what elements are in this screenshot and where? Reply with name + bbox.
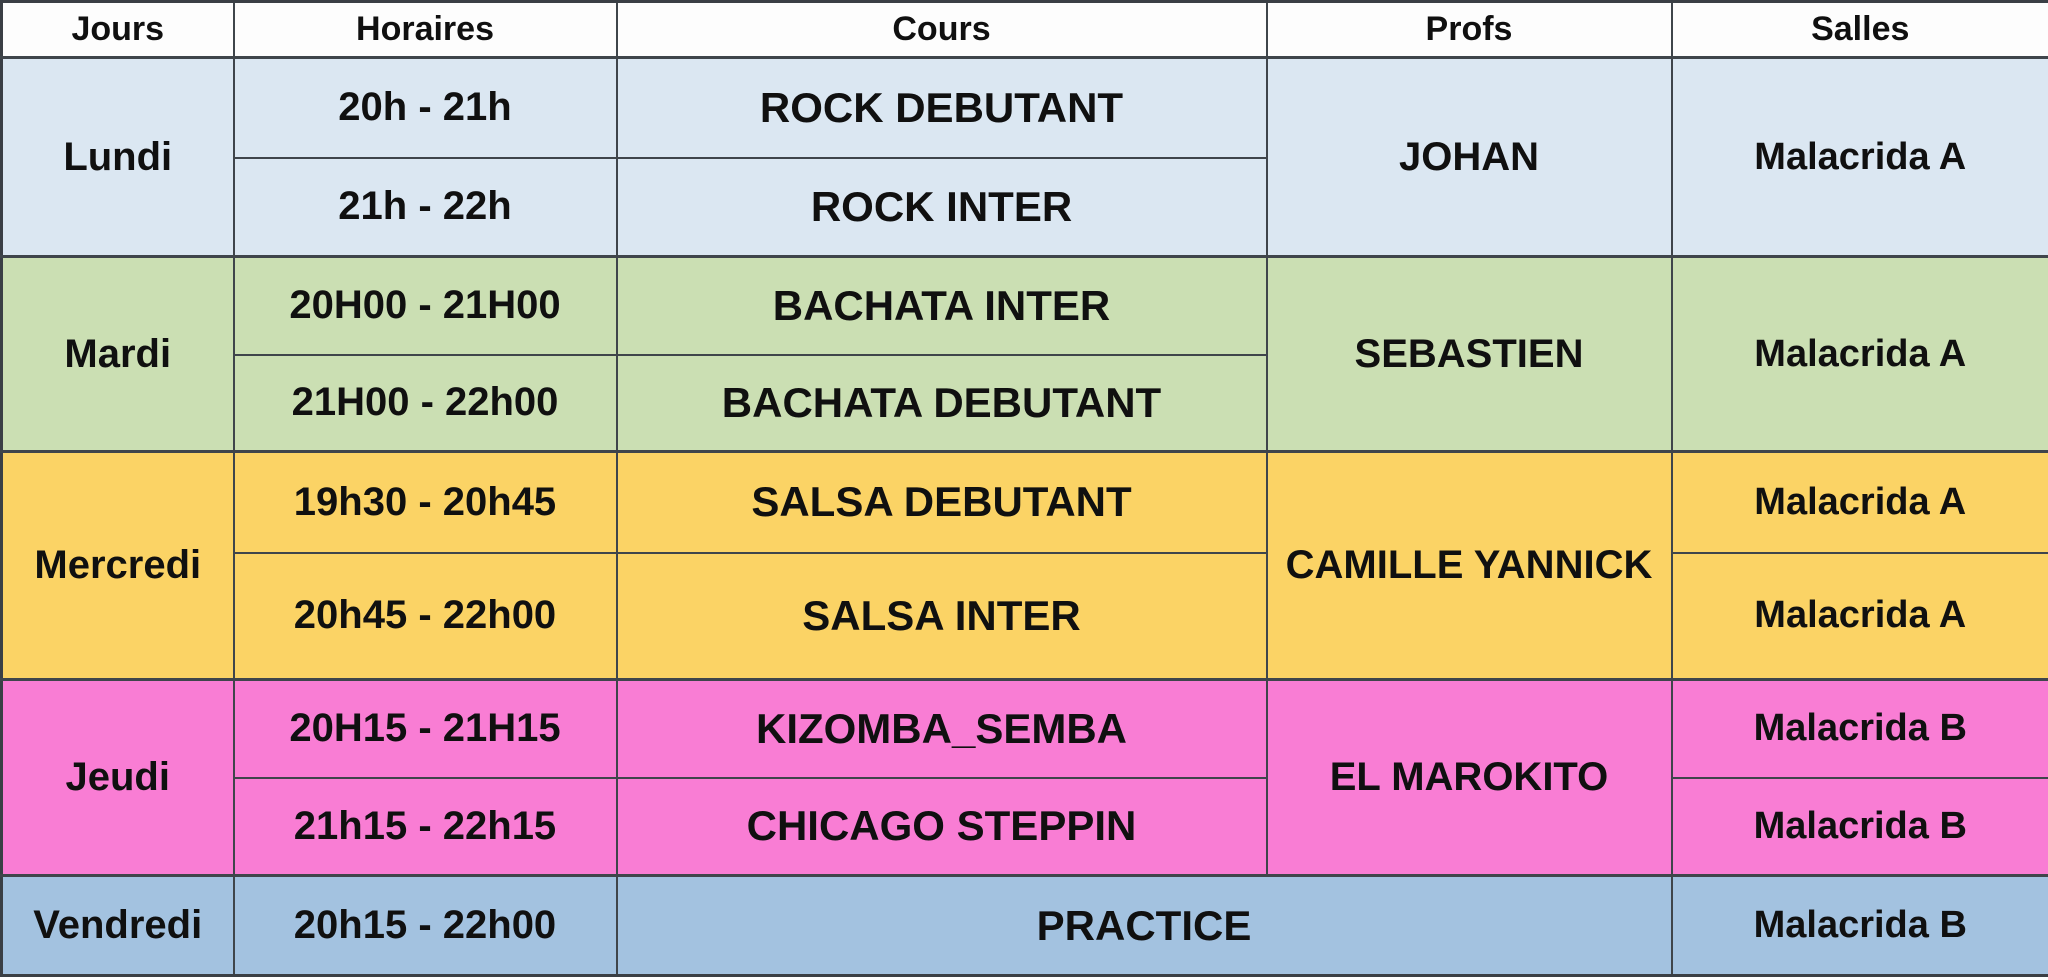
time-cell: 21H00 - 22h00: [234, 355, 617, 452]
day-cell-jeudi: Jeudi: [2, 680, 234, 876]
time-cell: 20H00 - 21H00: [234, 257, 617, 355]
time-cell: 21h - 22h: [234, 158, 617, 257]
header-profs: Profs: [1267, 2, 1672, 58]
row-jeudi-1: [2, 680, 2048, 778]
course-cell: SALSA DEBUTANT: [617, 452, 1267, 553]
salle-cell: Malacrida B: [1672, 778, 2048, 876]
prof-cell-sebastien: SEBASTIEN: [1267, 257, 1672, 452]
course-cell: BACHATA INTER: [617, 257, 1267, 355]
salle-cell: Malacrida B: [1672, 680, 2048, 778]
day-cell-vendredi: Vendredi: [2, 876, 234, 976]
time-cell: 21h15 - 22h15: [234, 778, 617, 876]
day-cell-mercredi: Mercredi: [2, 452, 234, 680]
row-mardi-1: [2, 257, 2048, 355]
prof-cell-el-marokito: EL MAROKITO: [1267, 680, 1672, 876]
salle-cell: Malacrida B: [1672, 876, 2048, 976]
row-jeudi-2: [2, 778, 2048, 876]
header-row: [2, 2, 2048, 58]
course-cell: BACHATA DEBUTANT: [617, 355, 1267, 452]
row-vendredi: [2, 876, 2048, 976]
course-cell: ROCK INTER: [617, 158, 1267, 257]
row-mercredi-2: [2, 553, 2048, 680]
day-cell-lundi: Lundi: [2, 58, 234, 257]
course-cell-practice: PRACTICE: [617, 876, 1672, 976]
prof-cell-johan: JOHAN: [1267, 58, 1672, 257]
salle-cell: Malacrida A: [1672, 553, 2048, 680]
course-cell: SALSA INTER: [617, 553, 1267, 680]
course-cell: CHICAGO STEPPIN: [617, 778, 1267, 876]
header-jours: Jours: [2, 2, 234, 58]
course-cell: KIZOMBA_SEMBA: [617, 680, 1267, 778]
header-horaires: Horaires: [234, 2, 617, 58]
time-cell: 20h - 21h: [234, 58, 617, 158]
header-cours: Cours: [617, 2, 1267, 58]
time-cell: 20h15 - 22h00: [234, 876, 617, 976]
time-cell: 20h45 - 22h00: [234, 553, 617, 680]
course-cell: ROCK DEBUTANT: [617, 58, 1267, 158]
time-cell: 20H15 - 21H15: [234, 680, 617, 778]
salle-cell: Malacrida A: [1672, 58, 2048, 257]
time-cell: 19h30 - 20h45: [234, 452, 617, 553]
header-salles: Salles: [1672, 2, 2048, 58]
row-lundi-1: [2, 58, 2048, 158]
salle-cell: Malacrida A: [1672, 257, 2048, 452]
row-mercredi-1: [2, 452, 2048, 553]
prof-cell-camille-yannick: CAMILLE YANNICK: [1267, 452, 1672, 680]
salle-cell: Malacrida A: [1672, 452, 2048, 553]
day-cell-mardi: Mardi: [2, 257, 234, 452]
